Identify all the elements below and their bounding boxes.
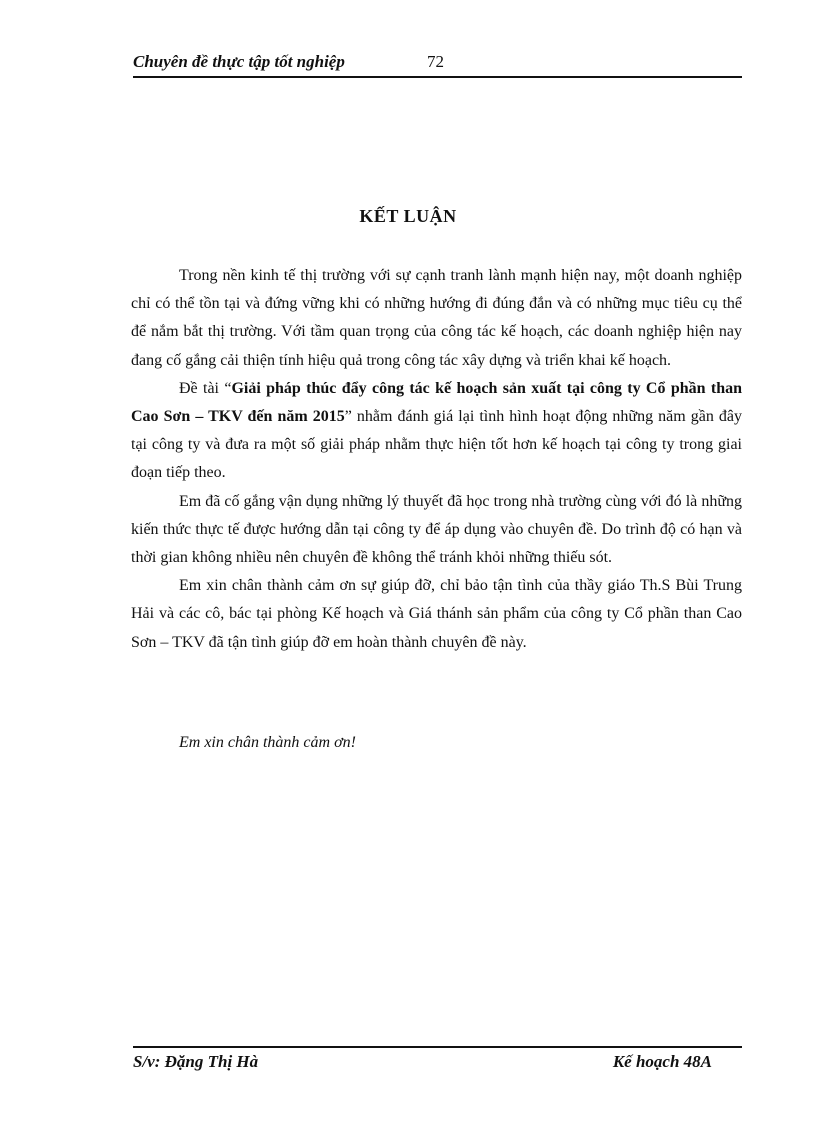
thanks-line: Em xin chân thành cảm ơn! [179,734,356,751]
page-number: 72 [427,52,444,71]
paragraph-4: Em xin chân thành cảm ơn sự giúp đỡ, chỉ bảo tận tình của thầy giáo Th.S Bùi Trung Hải và các cô, bác tại phòng Kế hoạch và Giá thánh sản phẩm của công ty Cổ phần than Cao Sơn – TKV đã tận tình giúp đỡ em hoàn thành chuyên đề này. [131,577,742,651]
paragraph-2-rest: ” nhằm đánh giá lại tình hình hoạt động những năm gần đây tại công ty và đưa ra một số giải pháp nhằm thực hiện tốt hơn kế hoạch tại công ty trong giai đoạn tiếp theo. [131,408,743,482]
section-title: KẾT LUẬN [359,206,457,226]
footer-class: Kế hoạch 48A [612,1052,712,1071]
page-header [133,52,742,78]
footer-author: S/v: Đặng Thị Hà [133,1052,259,1071]
header-rule [133,76,742,78]
paragraph-2-lead: Đề tài “ [179,379,232,397]
header-title: Chuyên đề thực tập tốt nghiệp [133,52,345,71]
paragraph-3: Em đã cố gắng vận dụng những lý thuyết đã học trong nhà trường cùng với đó là những kiến thức thực tế được hướng dẫn tại công ty để áp dụng vào chuyên đề. Do trình độ có hạn và thời gian không nhiều nên chuyên đề không thể tránh khỏi những thiếu sót. [131,492,742,567]
footer-rule [133,1046,742,1048]
paragraph-1: Trong nền kinh tế thị trường với sự cạnh tranh lành mạnh hiện nay, một doanh nghiệp chỉ có thể tồn tại và đứng vững khi có những hướng đi đúng đắn và có những mục tiêu cụ thể để nắm bắt thị trường. Với tầm quan trọng của công tác kế hoạch, các doanh nghiệp hiện nay đang cố gắng cải thiện tính hiệu quả trong công tác xây dựng và triển khai kế hoạch. [131,267,742,369]
document-body [131,262,742,657]
thesis-topic: Giải pháp thúc đẩy công tác kế hoạch sản xuất tại công ty Cổ phần than Cao Sơn – TKV đến năm 2015 [131,379,743,426]
paragraph-2 [131,375,742,488]
